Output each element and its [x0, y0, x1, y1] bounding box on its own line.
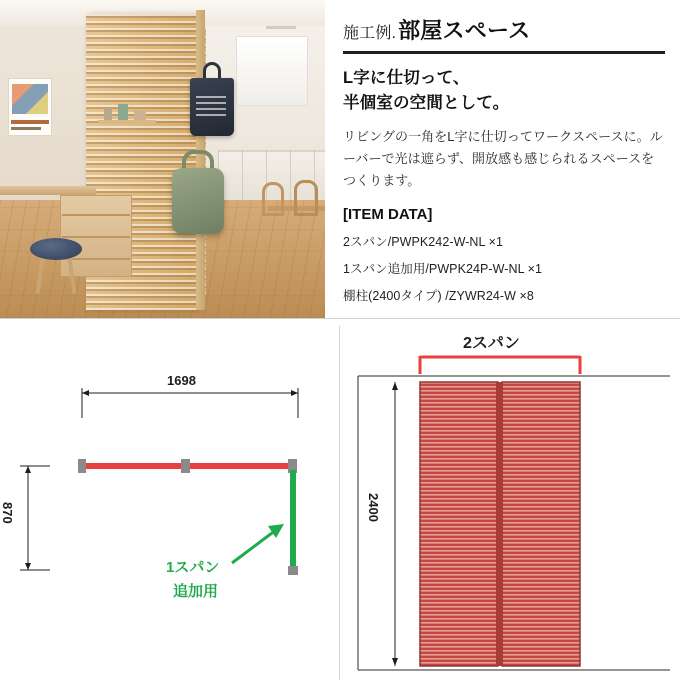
- photo-shelf-object-1: [104, 108, 112, 120]
- lead-line-1: L字に仕切って、: [343, 69, 470, 87]
- photo-window: [236, 36, 308, 106]
- room-photo: [0, 0, 325, 318]
- text-column: [325, 0, 680, 318]
- item-data-row: 棚柱(2400タイプ) /ZYWR24-W ×8: [343, 288, 534, 303]
- elevation-diagram: [340, 318, 680, 680]
- photo-drawer-line-3: [62, 258, 130, 260]
- photo-desk-top: [0, 186, 96, 195]
- plan-width-dimension: 1698: [167, 373, 196, 388]
- item-data-row: 1スパン追加用/PWPK24P-W-NL ×1: [343, 261, 543, 276]
- photo-shelf-object-2: [118, 104, 128, 120]
- photo-stool-seat: [30, 238, 82, 260]
- plan-annotation-line-1: 1スパン: [166, 559, 220, 576]
- plan-depth-dimension: 870: [0, 502, 15, 524]
- photo-canvas: [0, 0, 325, 318]
- photo-drawer-line-2: [62, 236, 130, 238]
- lead-line-2: 半個室の空間として。: [343, 93, 510, 112]
- item-data-heading: [ITEM DATA]: [343, 205, 433, 223]
- photo-poster-text-1: [11, 120, 49, 124]
- title-underline: [343, 51, 665, 54]
- elevation-diagram-svg: [340, 318, 680, 680]
- photo-drawer-line-1: [62, 214, 130, 216]
- photo-tote-print: [196, 96, 226, 116]
- item-data-row: 2スパン/PWPK242-W-NL ×1: [343, 234, 503, 249]
- page-title: [343, 14, 664, 45]
- photo-poster-text-2: [11, 127, 41, 130]
- plan-diagram: [0, 318, 339, 680]
- photo-ceiling-lamp: [266, 26, 296, 29]
- title-prefix: 施工例.: [343, 25, 397, 42]
- top-section: [0, 0, 680, 318]
- title-main: 部屋スペース: [398, 18, 531, 43]
- photo-chair-2: [294, 180, 318, 216]
- photo-chair-1: [262, 182, 284, 216]
- lead-copy: [343, 66, 664, 116]
- photo-shelf-object-3: [134, 110, 146, 120]
- photo-backpack: [172, 168, 224, 234]
- elevation-span-label: 2スパン: [463, 335, 520, 352]
- description-text: リビングの一角をL字に仕切ってワークスペースに。ルーバーで光は遮らず、開放感も感じられるスペースをつくります。: [343, 128, 663, 189]
- photo-shelf: [98, 120, 156, 124]
- bottom-section: [0, 318, 680, 680]
- plan-annotation-line-2: 追加用: [173, 583, 219, 600]
- elevation-height-dimension: 2400: [366, 493, 381, 522]
- photo-poster-art: [12, 84, 48, 114]
